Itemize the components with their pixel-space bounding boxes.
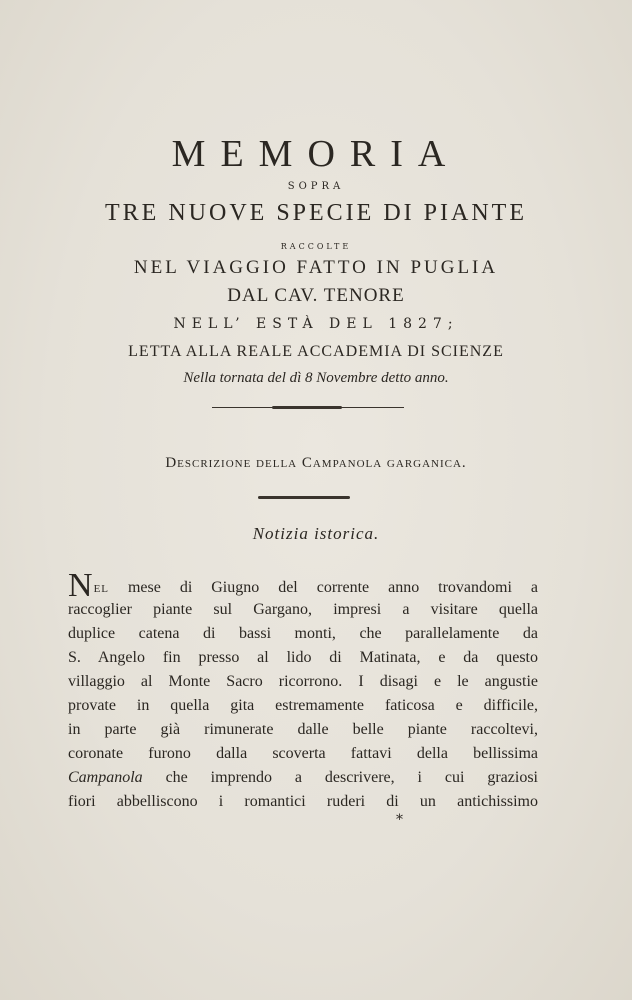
title-season: NELL’ ESTÀ DEL 1827; (173, 316, 459, 332)
signature-mark: * (396, 812, 403, 828)
body-line-3: duplice catena di bassi monti, che parallelamente da (68, 625, 538, 642)
italic-campanola: Campanola (68, 769, 143, 786)
rule-thick-center (272, 406, 342, 409)
body-line-9-text: che imprendo a descrivere, i cui graziosi (165, 769, 539, 786)
body-line-6: provate in quella gita estremamente faticosa e difficile, (68, 697, 538, 714)
body-line-8: coronate furono dalla scoverta fattavi della bellissima (68, 745, 538, 762)
body-paragraph (68, 567, 539, 814)
section-rule (258, 496, 350, 499)
section-heading: Descrizione della Campanola garganica. (165, 455, 467, 471)
title-author: DAL CAV. TENORE (227, 285, 405, 306)
title-session: Nella tornata del dì 8 Novembre detto anno. (183, 370, 449, 386)
body-line-10: fiori abbelliscono i romantici ruderi di un antichissimo (68, 793, 538, 810)
section-subheading: Notizia istorica. (252, 524, 380, 543)
body-line-9 (68, 766, 538, 790)
body-line-2: raccoglier piante sul Gargano, impresi a visitare quella (68, 601, 538, 618)
drop-cap: N (68, 567, 93, 604)
title-memoria: MEMORIA (171, 133, 461, 175)
first-word-rest: el (93, 579, 110, 596)
body-line-4: S. Angelo fin presso al lido di Matinata, e da questo (68, 649, 538, 666)
body-line-1 (68, 567, 538, 604)
body-line-1-text: mese di Giugno del corrente anno trovandomi a (127, 579, 538, 596)
title-raccolte: RACCOLTE (280, 242, 352, 251)
ornamental-rule (212, 407, 404, 409)
body-line-7: in parte già rimunerate dalle belle piante raccoltevi, (68, 721, 538, 738)
title-viaggio: NEL VIAGGIO FATTO IN PUGLIA (133, 257, 499, 278)
body-line-5: villaggio al Monte Sacro ricorrono. I disagi e le angustie (68, 673, 538, 690)
title-sopra: SOPRA (287, 181, 345, 192)
title-read-at: LETTA ALLA REALE ACCADEMIA DI SCIENZE (128, 343, 504, 360)
title-subject: TRE NUOVE SPECIE DI PIANTE (105, 200, 527, 226)
